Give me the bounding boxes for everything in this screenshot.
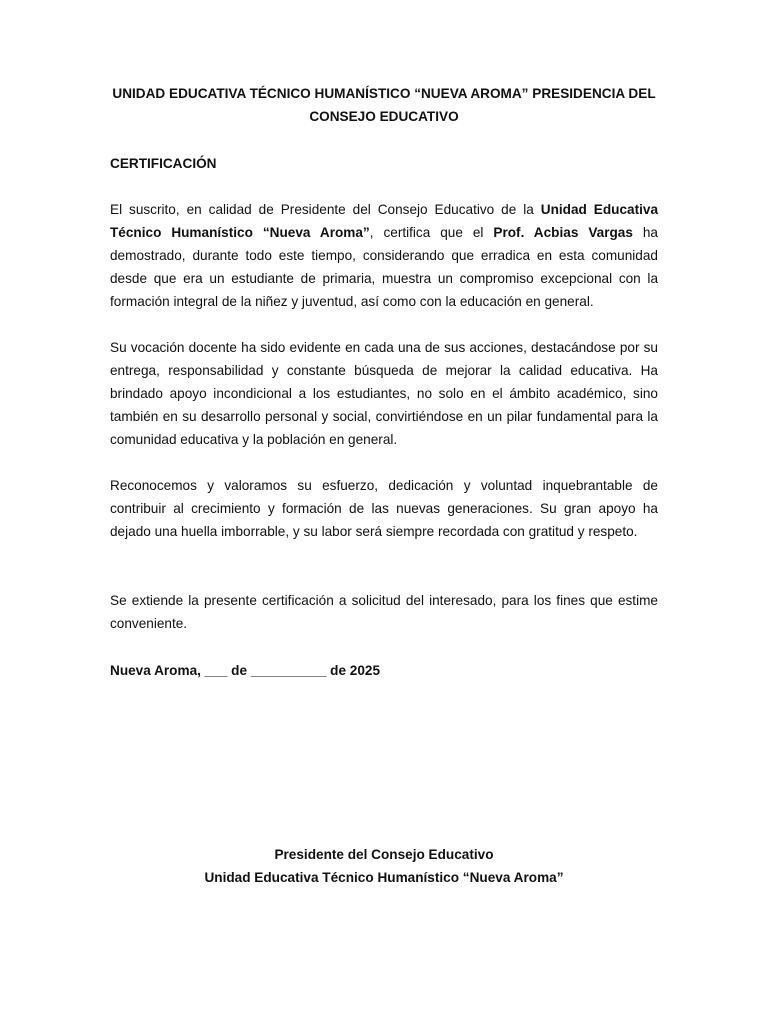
paragraph-closing: Se extiende la presente certificación a solicitud del interesado, para los fines que estime conveniente. — [110, 593, 658, 631]
paragraph-recognition: Reconocemos y valoramos su esfuerzo, dedicación y voluntad inquebrantable de contribuir al crecimiento y formación de las nuevas generaciones. Su gran apoyo ha dejado una huella imborrable, y su labor será siempre recordada con gratitud y respeto. — [110, 478, 658, 539]
signature-block — [110, 843, 658, 889]
date-line: Nueva Aroma, ___ de __________ de 2025 — [110, 663, 381, 678]
paragraph1-text-3: ha demostrado, durante todo este tiempo, considerando que erradica en esta comunidad desde que era un estudiante de primaria, muestra un compromiso excepcional con la formación integral de la niñez y juventud, así como con la educación en general. — [110, 225, 658, 309]
paragraph1-text-2: , certifica que el — [369, 225, 494, 240]
certification-heading: CERTIFICACIÓN — [110, 156, 217, 171]
paragraph1-text-1: El suscrito, en calidad de Presidente del Consejo Educativo de la — [110, 202, 541, 217]
paragraph-certification-intro — [110, 198, 658, 313]
teacher-name-bold: Prof. Acbias Vargas — [493, 225, 633, 240]
document-title: UNIDAD EDUCATIVA TÉCNICO HUMANÍSTICO “NUEVA AROMA” PRESIDENCIA DEL CONSEJO EDUCATIVO — [112, 86, 656, 124]
school-name-bold: Unidad Educativa Técnico Humanístico “Nueva Aroma” — [110, 202, 659, 240]
signature-institution: Unidad Educativa Técnico Humanístico “Nueva Aroma” — [204, 870, 564, 885]
signature-title: Presidente del Consejo Educativo — [274, 847, 494, 862]
document-page — [110, 0, 658, 1024]
paragraph-vocation: Su vocación docente ha sido evidente en cada una de sus acciones, destacándose por su entrega, responsabilidad y constante búsqueda de mejorar la calidad educativa. Ha brindado apoyo incondicional a los estudiantes, no solo en el ámbito académico, sino también en su desarrollo personal y social, convirtiéndose en un pilar fundamental para la comunidad educativa y la población en general. — [110, 340, 658, 447]
